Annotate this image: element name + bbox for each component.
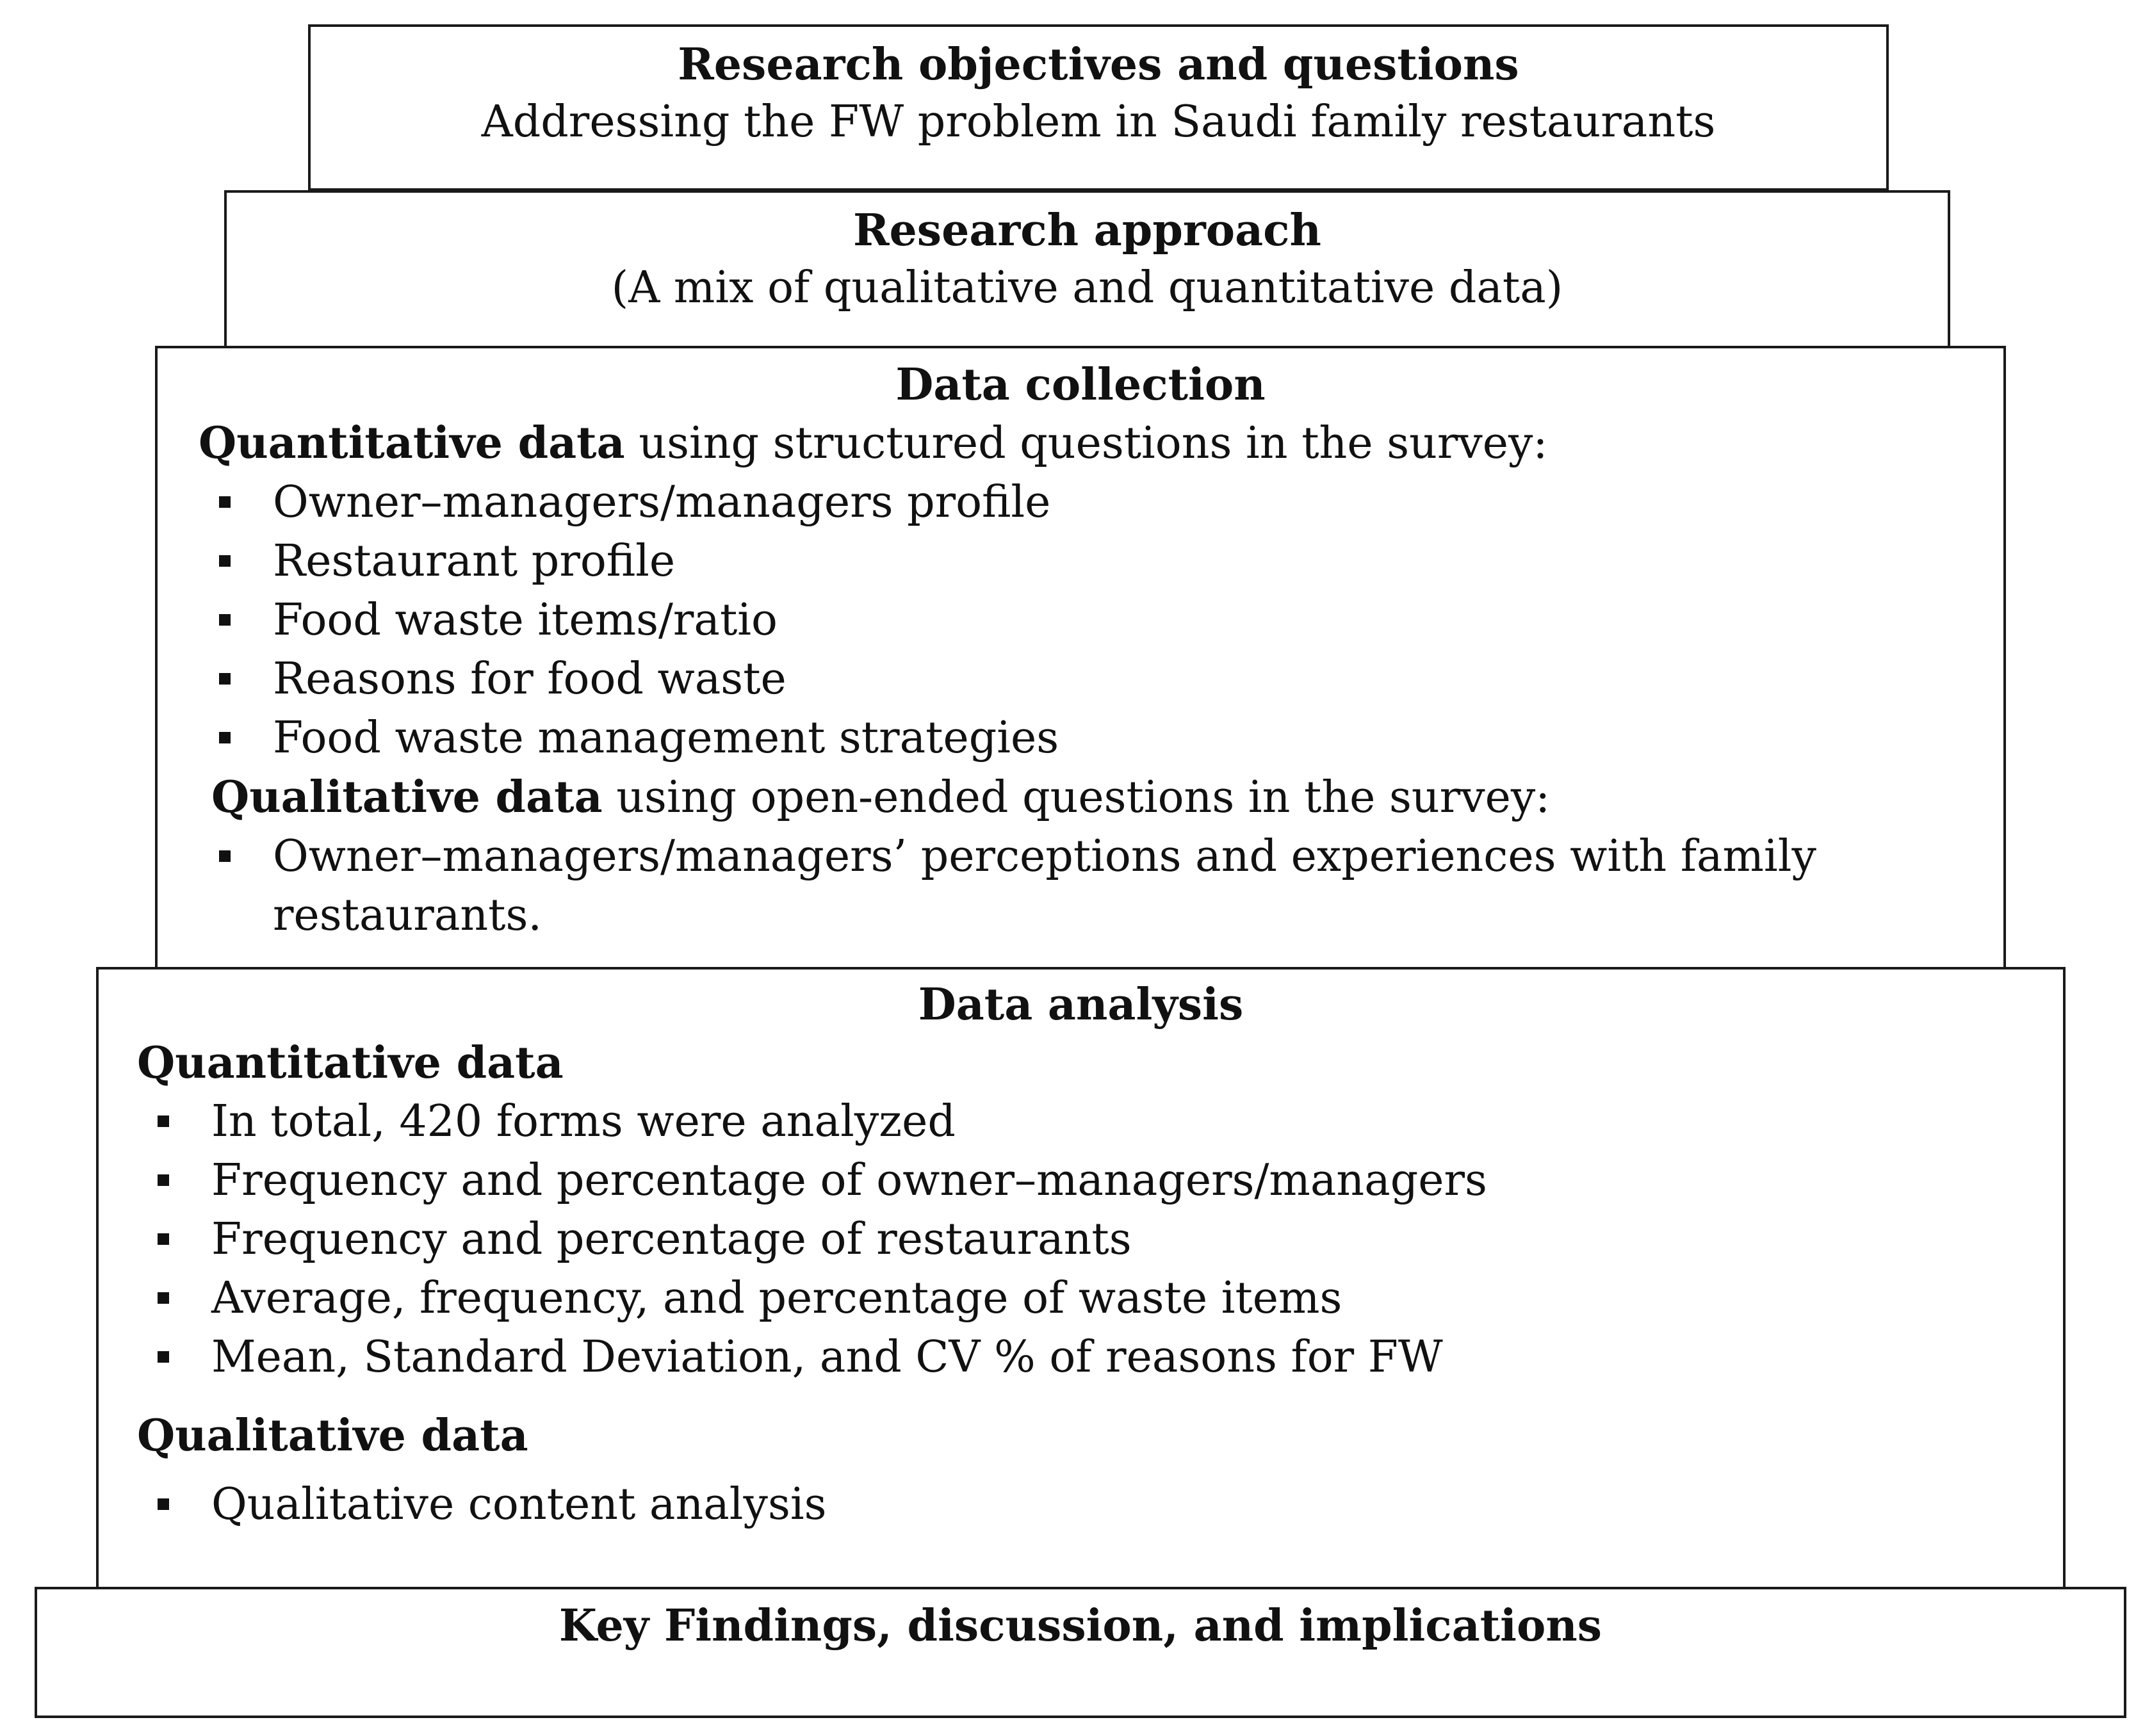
research-objectives-title: Research objectives and questions [678,39,1519,90]
list-item [199,650,2003,709]
research-approach-title: Research approach [853,205,1321,256]
spacer [99,1387,2063,1406]
bullet-square-icon [158,1292,169,1304]
quantitative-data-heading: Quantitative data [137,1037,564,1089]
quantitative-data-description: using structured questions in the survey: [624,418,1548,469]
key-findings-box [35,1587,2126,1718]
list-item [137,1475,2063,1534]
list-item [199,532,2003,591]
data-analysis-title: Data analysis [918,979,1244,1030]
list-item-text: Reasons for food waste [273,654,787,704]
list-item [199,709,2003,768]
list-item-text: Food waste management strategies [273,713,1059,763]
quantitative-data-label: Quantitative data [199,418,625,469]
list-item-text: Owner–managers/managers’ perceptions and experiences with family restaurants. [273,831,1816,941]
list-item-text: In total, 420 forms were analyzed [211,1096,956,1147]
bullet-square-icon [219,732,231,743]
list-item [137,1151,2063,1210]
qualitative-collection-list [199,827,2003,945]
bullet-square-icon [158,1174,169,1186]
qualitative-data-intro [158,768,2003,827]
list-item-text: Mean, Standard Deviation, and CV % of reasons for FW [211,1332,1443,1383]
qualitative-data-label: Qualitative data [211,772,603,823]
quantitative-data-intro [158,414,2003,473]
research-objectives-subtitle: Addressing the FW problem in Saudi family restaurants [481,97,1716,147]
bullet-square-icon [219,496,231,508]
list-item-text: Owner–managers/managers profile [273,477,1051,528]
research-approach-box [224,190,1950,350]
bullet-square-icon [219,555,231,567]
quantitative-analysis-list [137,1092,2063,1387]
list-item [199,591,2003,650]
spacer [99,1465,2063,1475]
list-item [199,473,2003,532]
bullet-square-icon [158,1115,169,1127]
list-item [137,1210,2063,1269]
bullet-square-icon [158,1351,169,1363]
quantitative-collection-list [199,473,2003,768]
bullet-square-icon [158,1498,169,1510]
list-item-text: Restaurant profile [273,536,676,587]
list-item [137,1269,2063,1328]
data-collection-box [155,346,2006,970]
list-item-text: Qualitative content analysis [211,1479,827,1530]
list-item [137,1328,2063,1387]
key-findings-title: Key Findings, discussion, and implications [558,1600,1602,1651]
list-item-text: Frequency and percentage of owner–managers/managers [211,1155,1487,1206]
bullet-square-icon [158,1233,169,1245]
data-analysis-box [96,967,2066,1591]
list-item [137,1092,2063,1151]
list-item-text: Food waste items/ratio [273,595,778,645]
research-objectives-box [308,24,1889,191]
bullet-square-icon [219,673,231,685]
list-item [199,827,2003,945]
data-collection-title: Data collection [895,359,1266,410]
bullet-square-icon [219,850,231,862]
qualitative-data-description: using open-ended questions in the survey: [602,772,1551,823]
list-item-text: Average, frequency, and percentage of waste items [211,1273,1342,1324]
qualitative-analysis-list [137,1475,2063,1534]
qualitative-data-heading: Qualitative data [137,1410,528,1461]
research-approach-subtitle: (A mix of qualitative and quantitative data) [611,263,1563,313]
bullet-square-icon [219,614,231,626]
list-item-text: Frequency and percentage of restaurants [211,1214,1132,1265]
